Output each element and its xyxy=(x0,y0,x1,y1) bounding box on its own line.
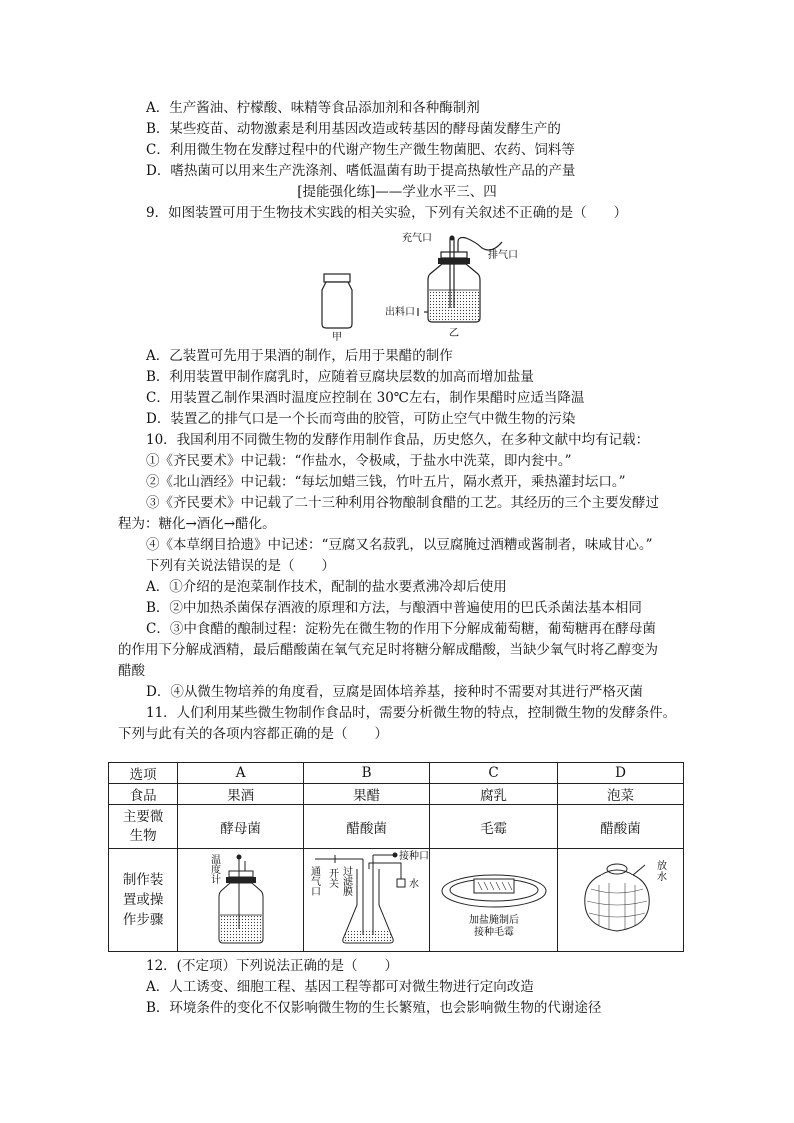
table-row xyxy=(109,849,684,952)
cell-microbe-a: 酵母菌 xyxy=(178,805,304,849)
cell-microbe-c: 毛霉 xyxy=(430,805,558,849)
cell-device-a xyxy=(178,849,304,952)
q10-item-4: ④《本草纲目拾遗》中记述：“豆腐又名菽乳，以豆腐腌过酒糟或酱制者，味咸甘心。” xyxy=(146,537,653,553)
header-microbe xyxy=(109,805,178,849)
label-filter-2: 滤 xyxy=(342,877,353,888)
label-filter-1: 过 xyxy=(342,867,353,878)
q8-option-d: D．嗜热菌可以用来生产洗涤剂、嗜低温菌有助于提高热敏性产品的产量 xyxy=(146,163,576,179)
label-inoculation: 接种口 xyxy=(398,851,429,862)
table-row xyxy=(109,784,684,805)
q12-stem: 12．(不定项）下列说法正确的是（ ） xyxy=(146,958,398,974)
header-device-line-2: 置或操 xyxy=(122,892,164,908)
cell-food-b: 果醋 xyxy=(304,784,430,805)
table-row xyxy=(109,805,684,849)
label-switch-1: 开 xyxy=(328,869,339,880)
q10-item-1: ①《齐民要术》中记载：“作盐水，令极咸，于盐水中洗菜，即内瓮中。” xyxy=(146,453,572,469)
wine-fermenter-figure xyxy=(181,849,301,947)
q10-item-3: ③《齐民要术》中记载了二十三种利用谷物酿制食醋的工艺。其经历的三个主要发酵过 xyxy=(146,495,659,511)
q9-option-d: D．装置乙的排气口是一个长而弯曲的胶管，可防止空气中微生物的污染 xyxy=(146,411,576,427)
cell-device-d xyxy=(558,849,684,952)
cell-microbe-b: 醋酸菌 xyxy=(304,805,430,849)
label-filter-3: 膜 xyxy=(342,887,353,898)
label-release-1: 放 xyxy=(656,861,667,872)
pickle-jar-figure xyxy=(561,849,681,947)
q11-stem-1: 11．人们利用某些微生物制作食品时，需要分析微生物的特点，控制微生物的发酵条件。 xyxy=(146,705,677,721)
label-yi: 乙 xyxy=(449,328,459,339)
q11-stem-2: 下列与此有关的各项内容都正确的是（ ） xyxy=(118,726,388,742)
q10-stem: 10．我国利用不同微生物的发酵作用制作食品，历史悠久，在多种文献中均有记载： xyxy=(146,432,650,448)
label-tofu-line-2: 接种毛霉 xyxy=(473,927,514,938)
cell-microbe-d: 醋酸菌 xyxy=(558,805,684,849)
label-switch-2: 关 xyxy=(328,879,339,890)
label-thermometer-3: 计 xyxy=(210,875,221,886)
cell-option-c: C xyxy=(430,763,558,784)
bottle-yi xyxy=(418,236,502,323)
q10-option-c-end: 醋酸 xyxy=(118,663,145,679)
label-inlet: 充气口 xyxy=(402,233,432,244)
vinegar-fermenter-figure xyxy=(305,849,429,947)
section-title: [提能强化练]——学业水平三、四 xyxy=(297,184,497,200)
jar-jia xyxy=(322,274,352,328)
label-discharge: 出料口 xyxy=(385,307,415,318)
q9-option-a: A．乙装置可先用于果酒的制作，后用于果醋的制作 xyxy=(146,348,453,364)
cell-device-c xyxy=(430,849,558,952)
q9-stem: 9．如图装置可用于生物技术实践的相关实验，下列有关叙述不正确的是（ ） xyxy=(146,205,628,221)
q10-option-a: A．①介绍的是泡菜制作技术，配制的盐水要煮沸冷却后使用 xyxy=(146,579,507,595)
header-microbe-line-2: 生物 xyxy=(129,827,157,844)
q8-option-b: B．某些疫苗、动物激素是利用基因改造或转基因的酵母菌发酵生产的 xyxy=(146,121,561,137)
cell-food-a: 果酒 xyxy=(178,784,304,805)
q10-item-3-cont: 程为：糖化→酒化→醋化。 xyxy=(118,516,276,532)
label-inlet-1: 通 xyxy=(310,867,321,878)
label-thermometer-2: 度 xyxy=(210,865,221,876)
q9-option-b: B．利用装置甲制作腐乳时，应随着豆腐块层数的加高而增加盐量 xyxy=(146,369,534,385)
header-food: 食品 xyxy=(109,784,178,805)
q12-option-b: B．环境条件的变化不仅影响微生物的生长繁殖，也会影响微生物的代谢途径 xyxy=(146,1000,602,1016)
label-inlet-3: 口 xyxy=(310,887,321,898)
table-row xyxy=(109,763,684,784)
cell-option-a: A xyxy=(178,763,304,784)
cell-food-d: 泡菜 xyxy=(558,784,684,805)
q12-option-a: A．人工诱变、细胞工程、基因工程等都可对微生物进行定向改造 xyxy=(146,979,534,995)
header-microbe-line-1: 主要微 xyxy=(122,808,164,825)
header-device xyxy=(109,849,178,952)
header-device-line-1: 制作装 xyxy=(122,872,164,888)
q11-options-table xyxy=(108,762,684,952)
q9-option-c: C．用装置乙制作果酒时温度应控制在 30℃左右，制作果醋时应适当降温 xyxy=(146,390,585,406)
header-device-line-3: 作步骤 xyxy=(122,912,164,928)
header-option: 选项 xyxy=(109,763,178,784)
q8-option-a: A．生产酱油、柠檬酸、味精等食品添加剂和各种酶制剂 xyxy=(146,100,480,116)
q8-option-c: C．利用微生物在发酵过程中的代谢产物生产微生物菌肥、农药、饲料等 xyxy=(146,142,575,158)
label-tofu-line-1: 加盐腌制后 xyxy=(468,915,519,926)
label-jia: 甲 xyxy=(332,332,342,343)
q10-option-b: B．②中加热杀菌保存酒液的原理和方法，与酿酒中普遍使用的巴氏杀菌法基本相同 xyxy=(146,600,642,616)
label-thermometer-1: 温 xyxy=(210,855,221,866)
cell-option-b: B xyxy=(304,763,430,784)
cell-food-c: 腐乳 xyxy=(430,784,558,805)
label-outlet: 排气口 xyxy=(488,250,518,261)
q10-option-c: C．③中食醋的酿制过程：淀粉先在微生物的作用下分解成葡萄糖，葡萄糖再在酵母菌 xyxy=(146,621,656,637)
tofu-plate-figure xyxy=(432,849,556,947)
q10-item-2: ②《北山酒经》中记载：“每坛加蜡三钱，竹叶五片，隔水煮开，乘热灌封坛口。” xyxy=(146,474,626,490)
cell-option-d: D xyxy=(558,763,684,784)
label-inlet-2: 气 xyxy=(310,877,321,888)
cell-device-b xyxy=(304,849,430,952)
q10-option-c-cont: 的作用下分解成酒精，最后醋酸菌在氧气充足时将糖分解成醋酸，当缺少氧气时将乙醇变为 xyxy=(118,642,658,658)
q9-apparatus-figure xyxy=(300,228,540,346)
label-water: 水 xyxy=(408,879,419,890)
q10-ask: 下列有关说法错误的是（ ） xyxy=(146,558,335,574)
label-release-2: 水 xyxy=(656,872,667,883)
q10-option-d: D．④从微生物培养的角度看，豆腐是固体培养基，接种时不需要对其进行严格灭菌 xyxy=(146,684,643,700)
